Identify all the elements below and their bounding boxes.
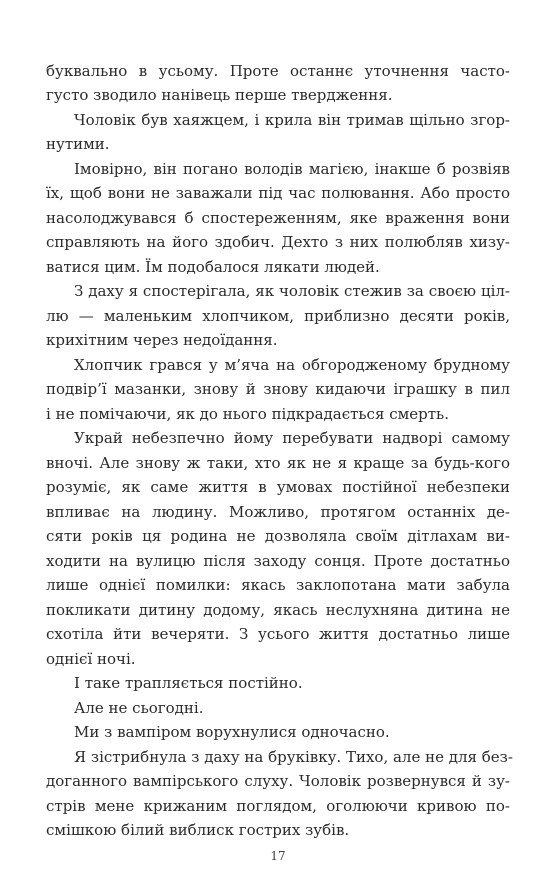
text-line: схотіла йти вечеряти. З усього життя достатньо лише (46, 625, 510, 643)
text-line: І таке трапляється постійно. (74, 674, 303, 692)
text-line: смішкою білий виблиск гострих зубів. (46, 821, 350, 839)
text-line: розуміє, як саме життя в умовах постійної небезпеки (46, 478, 510, 496)
text-line: Украй небезпечно йому перебувати надворі самому (74, 429, 510, 447)
text-line: густо зводило нанівець перше твердження. (46, 86, 393, 104)
text-line: крихітним через недоїдання. (46, 331, 278, 349)
text-line: Чоловік був хаяжцем, і крила він тримав щільно згор- (74, 111, 510, 129)
text-line: подвір’ї мазанки, знову й знову кидаючи іграшку в пил (46, 380, 510, 398)
text-line: і не помічаючи, як до нього підкрадається смерть. (46, 405, 449, 423)
text-line: ходити на вулицю після заходу сонця. Проте достатньо (46, 552, 510, 570)
text-line: лише однієї помилки: якась заклопотана мати забула (46, 576, 510, 594)
text-line: нутими. (46, 135, 110, 153)
text-line: З даху я спостерігала, як чоловік стежив за своєю ціл- (74, 282, 510, 300)
text-line: буквально в усьому. Проте останнє уточнення часто- (46, 62, 510, 80)
text-line: Я зістрибнула з даху на бруківку. Тихо, але не для без- (74, 748, 513, 766)
text-line: справляють на його здобич. Дехто з них полюбляв хизу- (46, 233, 510, 251)
text-line: їх, щоб вони не заважали під час полювання. Або просто (46, 184, 510, 202)
text-line: Ми з вампіром ворухнулися одночасно. (74, 723, 390, 741)
text-line: покликати дитину додому, якась неслухняна дитина не (46, 601, 510, 619)
text-line: стрів мене крижаним поглядом, оголюючи кривою по- (46, 797, 510, 815)
text-line: вночі. Але знову ж таки, хто як не я краще за будь-кого (46, 454, 510, 472)
text-line: Імовірно, він погано володів магією, інакше б розвіяв (74, 160, 510, 178)
text-line: Хлопчик грався у м’яча на обгородженому брудному (74, 356, 510, 374)
text-line: доганного вампірського слуху. Чоловік розвернувся й зу- (46, 772, 510, 790)
text-line: ватися цим. Їм подобалося лякати людей. (46, 258, 380, 276)
text-line: впливає на людину. Можливо, протягом останніх де- (46, 503, 510, 521)
text-line: сяти років ця родина не дозволяла своїм дітлахам ви- (46, 527, 510, 545)
page-number: 17 (270, 849, 286, 863)
text-line: насолоджувався б спостереженням, яке враження вони (46, 209, 510, 227)
text-line: однієї ночі. (46, 650, 136, 668)
text-line: Але не сьогодні. (74, 699, 204, 717)
text-line: лю — маленьким хлопчиком, приблизно десяти років, (46, 307, 510, 325)
